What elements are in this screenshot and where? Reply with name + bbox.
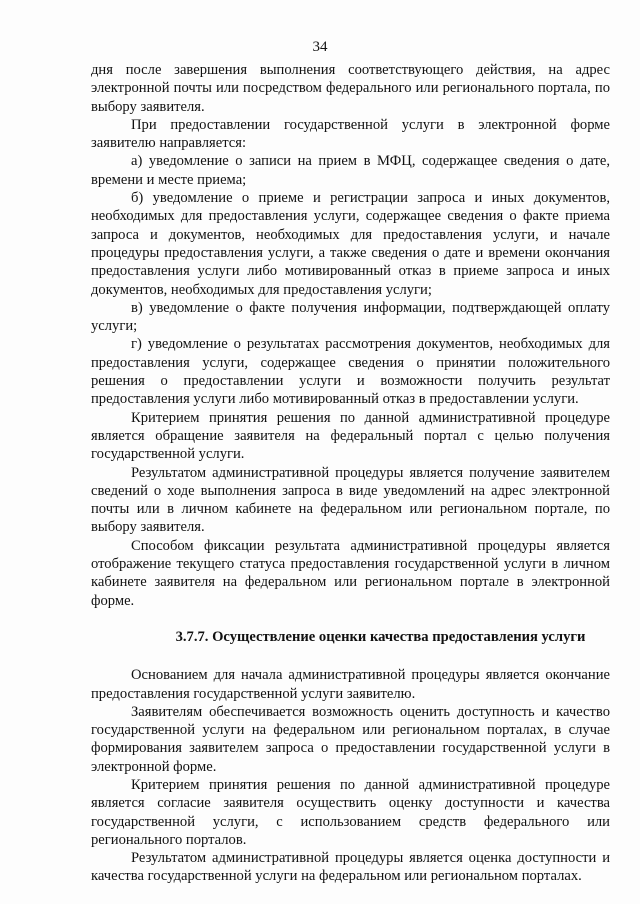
paragraph: Критерием принятия решения по данной административной процедуре является обращение заявителя на федеральный портал с целью получения государственной услуги. xyxy=(91,409,610,463)
paragraph: Заявителям обеспечивается возможность оценить доступность и качество государственной услуги на федеральном или региональном порталах, в случае формирования заявителем запроса о предоставлении государственной услуги в электронной форме. xyxy=(91,703,610,775)
paragraph: При предоставлении государственной услуги в электронной форме заявителю направляется: xyxy=(91,116,610,152)
paragraph: Основанием для начала административной процедуры является окончание предоставления государственной услуги заявителю. xyxy=(91,667,610,702)
list-item-v: в) уведомление о факте получения информации, подтверждающей оплату услуги; xyxy=(91,299,610,335)
list-item-g: г) уведомление о результатах рассмотрения документов, необходимых для предоставления услуги, содержащее сведения о принятии положительного решения о предоставлении услуги и возможности получить результат предоставления услуги либо мотивированный отказ в предоставлении услуги. xyxy=(91,336,610,408)
paragraph: Критерием принятия решения по данной административной процедуре является согласие заявителя осуществить оценку доступности и качества государственной услуги, с использованием средств федерального или регионального порталов. xyxy=(91,776,610,848)
list-item-b: б) уведомление о приеме и регистрации запроса и иных документов, необходимых для предоставления услуги, содержащее сведения о факте приема запроса и документов, необходимых для предоставления услуги, и начале процедуры предоставления услуги, а также сведения о дате и времени окончания предоставления услуги либо мотивированный отказ в приеме запроса и иных документов, необходимых для предоставления услуги; xyxy=(91,190,610,298)
paragraph: Результатом административной процедуры является оценка доступности и качества государственной услуги на федеральном или региональном порталах. xyxy=(91,850,610,885)
list-item-a: а) уведомление о записи на прием в МФЦ, содержащее сведения о дате, времени и месте приема; xyxy=(91,153,610,188)
paragraph: Способом фиксации результата административной процедуры является отображение текущего статуса предоставления государственной услуги в личном кабинете заявителя на федеральном или региональном портале в электронной форме. xyxy=(91,537,610,609)
paragraph: Результатом административной процедуры является получение заявителем сведений о ходе выполнения запроса в виде уведомлений на адрес электронной почты или в личном кабинете на федеральном или региональном портале, по выбору заявителя. xyxy=(91,464,610,536)
paragraph: дня после завершения выполнения соответствующего действия, на адрес электронной почты или посредством федерального или регионального портала, по выбору заявителя. xyxy=(91,62,610,115)
page-number: 34 xyxy=(312,39,328,55)
document-body xyxy=(91,61,610,886)
section-heading: 3.7.7. Осуществление оценки качества предоставления услуги xyxy=(175,628,586,645)
